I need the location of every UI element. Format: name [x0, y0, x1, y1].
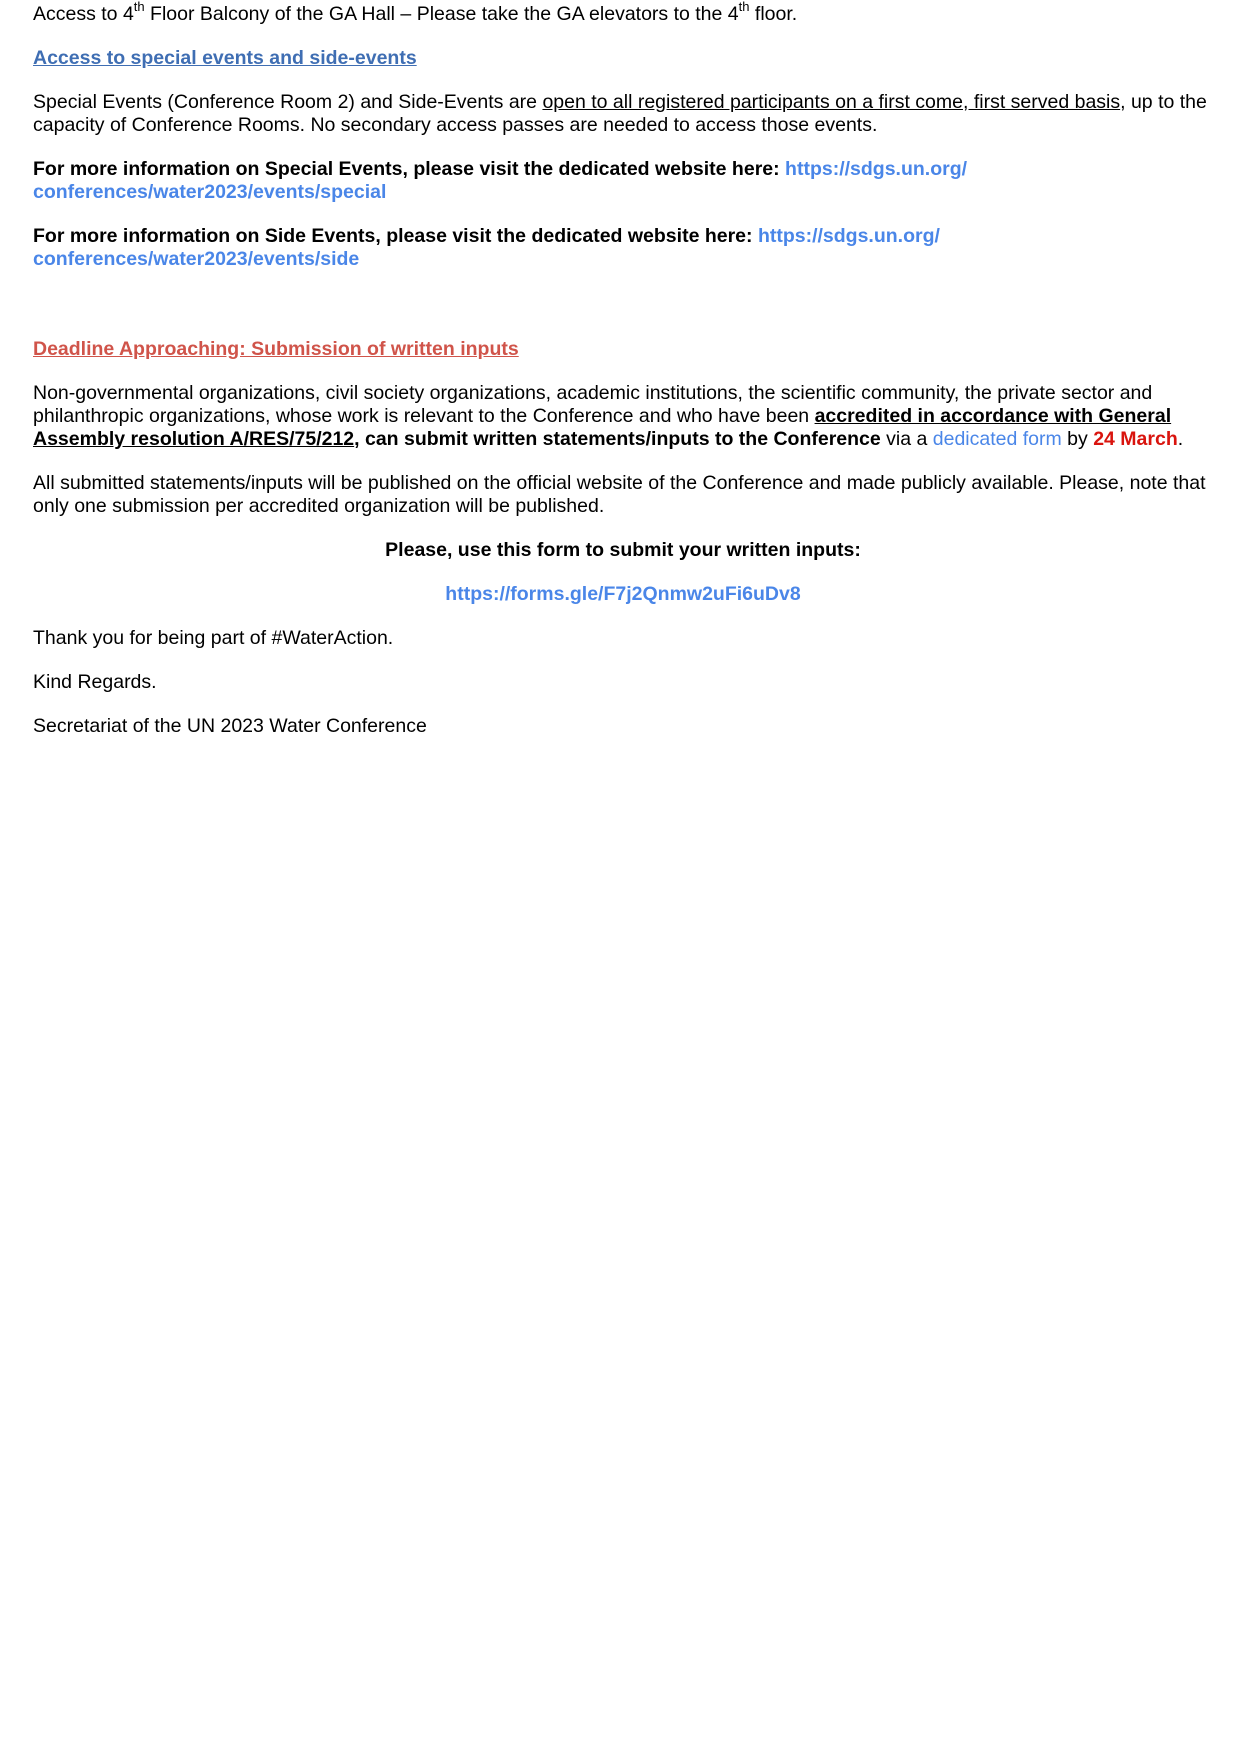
thanks-line: Thank you for being part of #WaterAction. — [33, 627, 394, 649]
special-events-info: For more information on Special Events, please visit the dedicated website here: https://sdgs.un.org/ conferences/water2023/events/special — [33, 158, 968, 203]
deadline-heading[interactable] — [33, 338, 1213, 361]
document-page — [33, 0, 1213, 759]
access-events-heading-link[interactable]: Access to special events and side-events — [33, 47, 417, 69]
access-events-heading[interactable] — [33, 47, 1213, 70]
form-url-link[interactable]: https://forms.gle/F7j2Qnmw2uFi6uDv8 — [445, 583, 801, 605]
special-events-link[interactable]: https://sdgs.un.org/ conferences/water2023/events/special — [33, 158, 968, 203]
access-events-paragraph: Special Events (Conference Room 2) and Side-Events are open to all registered participants on a first come, first served basis, up to the capacity of Conference Rooms. No secondary access passes are needed to access those events. — [33, 91, 1207, 136]
publication-note: All submitted statements/inputs will be published on the official website of the Conference and made publicly available. Please, note that only one submission per accredited organization will be published. — [33, 472, 1206, 517]
deadline-date: 24 March — [1093, 428, 1178, 450]
regards-line: Kind Regards. — [33, 671, 157, 693]
form-url-line — [33, 583, 1213, 606]
balcony-access-note: Access to 4th Floor Balcony of the GA Hall – Please take the GA elevators to the 4th floor. — [33, 0, 798, 25]
signature-line: Secretariat of the UN 2023 Water Conference — [33, 715, 427, 737]
accreditation-text: accredited in accordance with General Assembly resolution A/RES/75/212 — [33, 405, 1172, 450]
dedicated-form-link[interactable]: dedicated form — [932, 428, 1062, 450]
form-prompt: Please, use this form to submit your written inputs: — [385, 539, 861, 561]
side-events-info: For more information on Side Events, please visit the dedicated website here: https://sdgs.un.org/ conferences/water2023/events/side — [33, 225, 940, 270]
section-spacer — [33, 292, 1213, 338]
open-access-text: open to all registered participants on a first come, first served basis — [542, 91, 1121, 113]
submission-paragraph: Non-governmental organizations, civil society organizations, academic institutions, the scientific community, the private sector and philanthropic organizations, whose work is relevant to the Conference and who have been accredited in accordance with General Assembly resolution A/RES/75/212, can submit written statements/inputs to the Conference via a dedicated form by 24 March. — [33, 382, 1184, 450]
side-events-link[interactable]: https://sdgs.un.org/ conferences/water2023/events/side — [33, 225, 940, 270]
deadline-heading-link[interactable]: Deadline Approaching: Submission of written inputs — [33, 338, 519, 360]
